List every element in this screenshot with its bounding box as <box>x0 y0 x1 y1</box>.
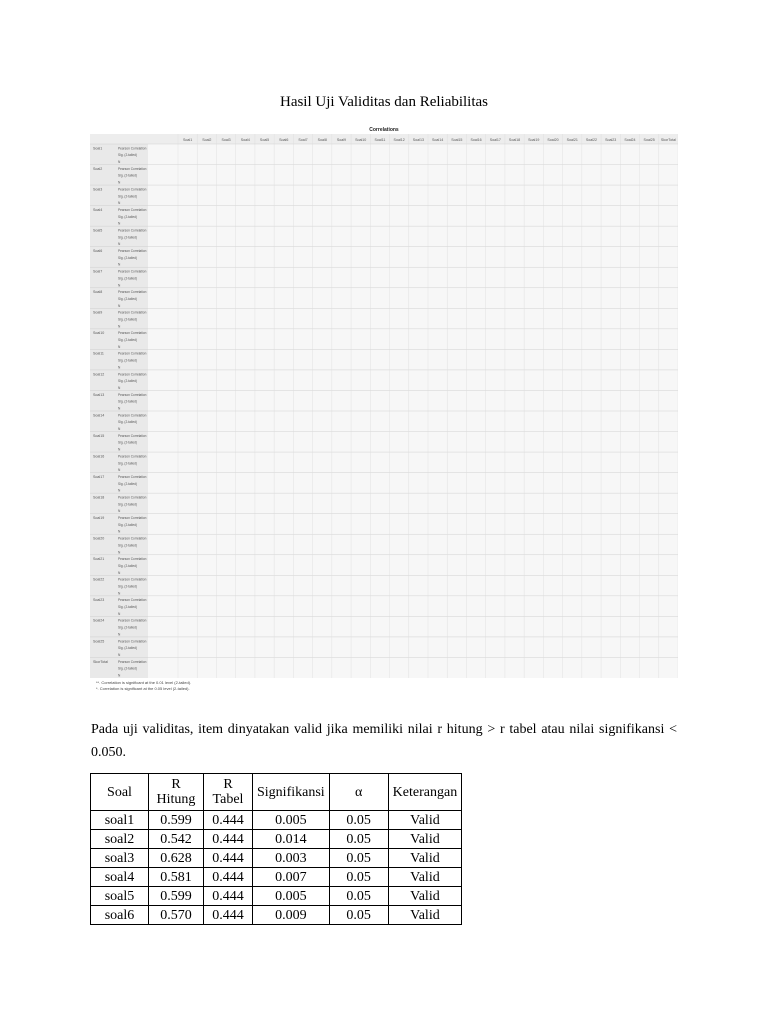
stat-label: N <box>118 570 121 575</box>
footnote-001: **. Correlation is significant at the 0.01 level (2-tailed). <box>96 680 192 685</box>
cell-soal: soal6 <box>91 906 149 925</box>
table-row <box>91 868 462 887</box>
cell-keterangan: Valid <box>388 830 462 849</box>
row-label: Soal12 <box>93 372 105 377</box>
cell-r-tabel: 0.444 <box>204 887 253 906</box>
column-header: Soal17 <box>489 138 501 142</box>
stat-label: N <box>118 673 121 678</box>
column-header: Soal3 <box>221 138 231 142</box>
column-header: Soal14 <box>432 138 444 142</box>
row-label: Soal8 <box>93 290 103 295</box>
stat-label: Sig. (2-tailed) <box>118 235 137 240</box>
stat-label: Sig. (2-tailed) <box>118 296 137 301</box>
stat-label: Pearson Correlation <box>118 310 147 315</box>
stat-label: Pearson Correlation <box>118 166 147 171</box>
stat-label: N <box>118 632 121 637</box>
stat-label: Pearson Correlation <box>118 146 147 151</box>
stat-label: N <box>118 201 121 206</box>
stat-label: N <box>118 283 121 288</box>
header-r-hitung: R Hitung <box>149 774 204 811</box>
stat-label: Pearson Correlation <box>118 351 147 356</box>
stat-label: N <box>118 591 121 596</box>
stat-label: N <box>118 406 121 411</box>
cell-signifikansi: 0.005 <box>253 811 330 830</box>
stat-label: N <box>118 488 121 493</box>
header-signifikansi: Signifikansi <box>253 774 330 811</box>
row-label: Soal24 <box>93 618 105 623</box>
row-label: Soal7 <box>93 269 103 274</box>
stat-label: Sig. (2-tailed) <box>118 502 137 507</box>
stat-label: Pearson Correlation <box>118 433 147 438</box>
row-label: SkorTotal <box>93 659 108 664</box>
row-label: Soal3 <box>93 187 103 192</box>
stat-label: Sig. (2-tailed) <box>118 646 137 651</box>
stat-label: Pearson Correlation <box>118 516 147 521</box>
cell-soal: soal1 <box>91 811 149 830</box>
column-header: Soal21 <box>566 138 578 142</box>
stat-label: Sig. (2-tailed) <box>118 420 137 425</box>
stat-label: N <box>118 529 121 534</box>
cell-signifikansi: 0.003 <box>253 849 330 868</box>
stat-label: Pearson Correlation <box>118 372 147 377</box>
stat-label: N <box>118 385 121 390</box>
column-header: Soal11 <box>374 138 386 142</box>
stat-label: Sig. (2-tailed) <box>118 399 137 404</box>
cell-keterangan: Valid <box>388 868 462 887</box>
cell-r-tabel: 0.444 <box>204 906 253 925</box>
column-header: Soal10 <box>355 138 367 142</box>
table-row <box>91 830 462 849</box>
stat-label: N <box>118 180 121 185</box>
cell-alpha: 0.05 <box>329 906 388 925</box>
stat-label: Pearson Correlation <box>118 577 147 582</box>
validity-results-table <box>90 773 462 925</box>
table-row <box>91 906 462 925</box>
stat-label: N <box>118 365 121 370</box>
footnote-005: *. Correlation is significant at the 0.05 level (2-tailed). <box>96 686 190 691</box>
row-label: Soal9 <box>93 310 103 315</box>
stat-label: Pearson Correlation <box>118 187 147 192</box>
cell-r-tabel: 0.444 <box>204 830 253 849</box>
stat-label: N <box>118 324 121 329</box>
stat-label: Pearson Correlation <box>118 495 147 500</box>
correlations-table-image <box>90 134 678 678</box>
cell-r-hitung: 0.599 <box>149 811 204 830</box>
stat-label: N <box>118 652 121 657</box>
stat-label: Sig. (2-tailed) <box>118 563 137 568</box>
cell-soal: soal3 <box>91 849 149 868</box>
stat-label: Pearson Correlation <box>118 598 147 603</box>
stat-label: Sig. (2-tailed) <box>118 338 137 343</box>
stat-label: Sig. (2-tailed) <box>118 625 137 630</box>
cell-r-tabel: 0.444 <box>204 868 253 887</box>
cell-signifikansi: 0.014 <box>253 830 330 849</box>
row-label: Soal15 <box>93 433 105 438</box>
correlations-footnotes <box>90 680 678 692</box>
cell-r-tabel: 0.444 <box>204 811 253 830</box>
stat-label: Pearson Correlation <box>118 557 147 562</box>
stat-label: Pearson Correlation <box>118 536 147 541</box>
row-label: Soal6 <box>93 249 103 254</box>
column-header: Soal2 <box>202 138 212 142</box>
cell-alpha: 0.05 <box>329 849 388 868</box>
cell-r-hitung: 0.570 <box>149 906 204 925</box>
column-header: Soal15 <box>451 138 463 142</box>
row-label: Soal1 <box>93 146 103 151</box>
stat-label: N <box>118 427 121 432</box>
stat-label: Sig. (2-tailed) <box>118 605 137 610</box>
stat-label: Sig. (2-tailed) <box>118 194 137 199</box>
row-label: Soal13 <box>93 392 105 397</box>
cell-soal: soal5 <box>91 887 149 906</box>
column-header: Soal19 <box>528 138 540 142</box>
column-header: Soal20 <box>547 138 559 142</box>
stat-label: N <box>118 344 121 349</box>
stat-label: Sig. (2-tailed) <box>118 173 137 178</box>
column-header: Soal25 <box>643 138 655 142</box>
cell-r-hitung: 0.542 <box>149 830 204 849</box>
header-r-tabel: R Tabel <box>204 774 253 811</box>
column-header: Soal22 <box>585 138 598 142</box>
stat-label: Sig. (2-tailed) <box>118 255 137 260</box>
stat-label: N <box>118 447 121 452</box>
stat-label: Sig. (2-tailed) <box>118 666 137 671</box>
row-label: Soal21 <box>93 557 105 562</box>
row-label: Soal10 <box>93 331 105 336</box>
stat-label: Sig. (2-tailed) <box>118 543 137 548</box>
cell-keterangan: Valid <box>388 811 462 830</box>
row-label: Soal18 <box>93 495 105 500</box>
cell-keterangan: Valid <box>388 849 462 868</box>
cell-alpha: 0.05 <box>329 811 388 830</box>
row-label: Soal5 <box>93 228 103 233</box>
column-header: SkorTotal <box>660 138 676 142</box>
cell-keterangan: Valid <box>388 887 462 906</box>
table-row <box>91 887 462 906</box>
cell-r-tabel: 0.444 <box>204 849 253 868</box>
cell-alpha: 0.05 <box>329 887 388 906</box>
stat-label: N <box>118 160 121 165</box>
column-header: Soal6 <box>279 138 289 142</box>
row-label: Soal2 <box>93 166 103 171</box>
cell-signifikansi: 0.005 <box>253 887 330 906</box>
column-header: Soal5 <box>259 138 270 142</box>
stat-label: Sig. (2-tailed) <box>118 214 137 219</box>
cell-soal: soal2 <box>91 830 149 849</box>
stat-label: Sig. (2-tailed) <box>118 584 137 589</box>
column-header: Soal7 <box>298 138 308 142</box>
row-label: Soal19 <box>93 516 105 521</box>
row-label: Soal4 <box>93 207 103 212</box>
cell-signifikansi: 0.007 <box>253 868 330 887</box>
column-header: Soal18 <box>508 138 521 142</box>
column-header: Soal8 <box>317 138 327 142</box>
stat-label: Sig. (2-tailed) <box>118 358 137 363</box>
correlations-caption: Correlations <box>369 127 399 133</box>
correlations-output <box>90 126 678 694</box>
row-label: Soal14 <box>93 413 105 418</box>
stat-label: N <box>118 221 121 226</box>
cell-soal: soal4 <box>91 868 149 887</box>
row-label: Soal23 <box>93 598 105 603</box>
page-title: Hasil Uji Validitas dan Reliabilitas <box>279 94 489 110</box>
stat-label: Sig. (2-tailed) <box>118 379 137 384</box>
column-header: Soal9 <box>336 138 347 142</box>
stat-label: N <box>118 509 121 514</box>
stat-label: Pearson Correlation <box>118 331 147 336</box>
cell-signifikansi: 0.009 <box>253 906 330 925</box>
stat-label: N <box>118 468 121 473</box>
stat-label: N <box>118 262 121 267</box>
column-header: Soal16 <box>470 138 482 142</box>
cell-alpha: 0.05 <box>329 868 388 887</box>
stat-label: Sig. (2-tailed) <box>118 461 137 466</box>
header-soal: Soal <box>91 774 149 811</box>
stat-label: Pearson Correlation <box>118 659 147 664</box>
stat-label: Pearson Correlation <box>118 639 147 644</box>
column-header: Soal13 <box>412 138 424 142</box>
row-label: Soal22 <box>93 577 105 582</box>
table-row <box>91 849 462 868</box>
cell-r-hitung: 0.599 <box>149 887 204 906</box>
row-label: Soal25 <box>93 639 105 644</box>
row-label: Soal11 <box>93 351 104 356</box>
header-keterangan: Keterangan <box>388 774 462 811</box>
stat-label: Pearson Correlation <box>118 618 147 623</box>
column-header: Soal23 <box>605 138 617 142</box>
stat-label: Pearson Correlation <box>118 413 147 418</box>
stat-label: Sig. (2-tailed) <box>118 440 137 445</box>
cell-r-hitung: 0.628 <box>149 849 204 868</box>
cell-alpha: 0.05 <box>329 830 388 849</box>
stat-label: N <box>118 550 121 555</box>
header-alpha: α <box>329 774 388 811</box>
row-label: Soal16 <box>93 454 105 459</box>
validity-criteria-paragraph: Pada uji validitas, item dinyatakan valid jika memiliki nilai r hitung > r tabel atau nilai signifikansi < 0.050. <box>91 722 677 760</box>
correlations-grid <box>90 134 678 678</box>
stat-label: Pearson Correlation <box>118 454 147 459</box>
table-header-row <box>91 774 462 811</box>
column-header: Soal4 <box>240 138 250 142</box>
stat-label: Pearson Correlation <box>118 290 147 295</box>
stat-label: Pearson Correlation <box>118 269 147 274</box>
row-label: Soal17 <box>93 474 105 479</box>
stat-label: Pearson Correlation <box>118 249 147 254</box>
stat-label: N <box>118 303 121 308</box>
stat-label: Pearson Correlation <box>118 474 147 479</box>
stat-label: Sig. (2-tailed) <box>118 317 137 322</box>
row-label: Soal20 <box>93 536 105 541</box>
stat-label: Sig. (2-tailed) <box>118 153 137 158</box>
column-header: Soal12 <box>393 138 405 142</box>
stat-label: N <box>118 611 121 616</box>
stat-label: N <box>118 242 121 247</box>
stat-label: Pearson Correlation <box>118 207 147 212</box>
stat-label: Pearson Correlation <box>118 392 147 397</box>
cell-keterangan: Valid <box>388 906 462 925</box>
stat-label: Sig. (2-tailed) <box>118 276 137 281</box>
column-header: Soal1 <box>183 138 193 142</box>
cell-r-hitung: 0.581 <box>149 868 204 887</box>
stat-label: Pearson Correlation <box>118 228 147 233</box>
column-header: Soal24 <box>624 138 636 142</box>
stat-label: Sig. (2-tailed) <box>118 481 137 486</box>
table-row <box>91 811 462 830</box>
stat-label: Sig. (2-tailed) <box>118 522 137 527</box>
